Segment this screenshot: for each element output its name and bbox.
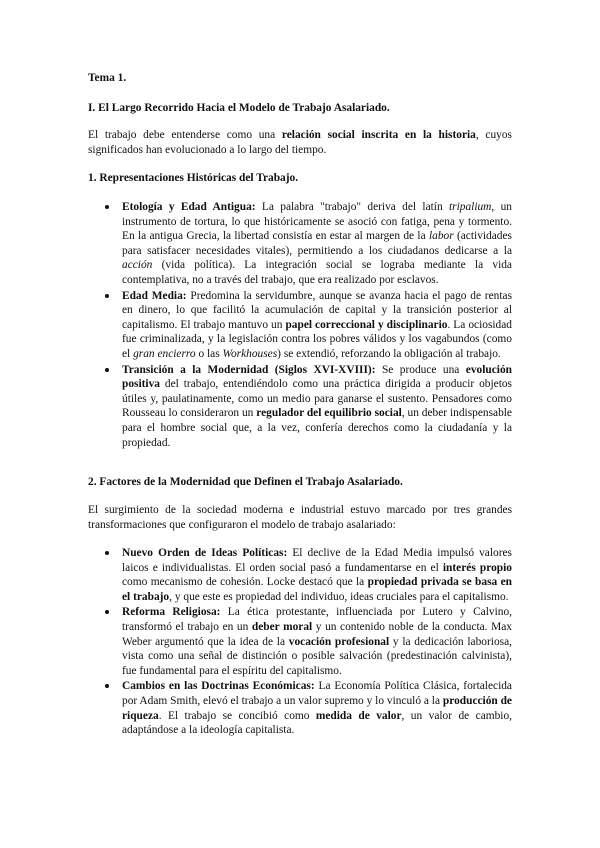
item-label: Nuevo Orden de Ideas Políticas: [122, 547, 288, 559]
item-bold: propiedad privada se basa en el trabajo [122, 576, 512, 603]
item-italic: tripalium [449, 201, 492, 213]
item-text: (actividades para satisfacer necesidades vitales), permitiendo a los ciudadanos dedicarse a la [122, 230, 512, 257]
item-text: , y que este es propiedad del individuo, ideas cruciales para el capitalismo. [169, 590, 509, 603]
item-text: como mecanismo de cohesión. Locke destacó que la [122, 576, 368, 589]
item-text: , un valor de cambio, adaptándose a la ideología capitalista. [122, 709, 513, 737]
item-text: La palabra "trabajo" deriva del latín [255, 201, 449, 213]
intro-emphasis: relación social inscrita en la historia [281, 129, 476, 141]
item-italic: acción [122, 259, 153, 272]
item-italic: gran encierro [133, 347, 196, 360]
item-text: Predomina la servidumbre, aunque se avanza hacia el pago de rentas en dinero, lo que facilitó la acumulación de capital y la transición posterior al capitalismo. El trabajo mantuvo un [122, 289, 513, 331]
bullet-icon [105, 610, 109, 614]
item-bold: medida de valor [315, 709, 402, 722]
item-label: Reforma Religiosa: [122, 606, 221, 619]
item-bold: producción de riqueza [122, 694, 512, 722]
list-item [88, 200, 512, 288]
item-label: Edad Media: [122, 289, 187, 302]
subsection-2-title: 2. Factores de la Modernidad que Definen el Trabajo Asalariado. [88, 476, 403, 488]
item-text: Se produce una [375, 363, 466, 376]
item-text: , un instrumento de tortura, lo que históricamente se asoció con fatiga, pena y tormento. En la antigua Grecia, la libertad consistía en estar al margen de la [122, 201, 512, 243]
tema-heading: Tema 1. [88, 72, 127, 84]
item-text: La ética protestante, influenciada por Lutero y Calvino, transformó el trabajo en un [122, 606, 512, 633]
item-text: . La ociosidad fue criminalizada, y la legislación contra los pobres válidos y los vagabundos (como el [122, 318, 512, 360]
section-intro [88, 128, 512, 157]
list-item [88, 679, 512, 737]
modernity-factors-list [88, 546, 512, 739]
bullet-icon [105, 368, 109, 372]
subsection-1-title: 1. Representaciones Históricas del Trabajo. [88, 172, 299, 184]
item-label: Cambios en las Doctrinas Económicas: [122, 680, 315, 693]
item-bold: deber moral [251, 620, 313, 633]
bullet-icon [105, 551, 109, 555]
subsection-2-intro: El surgimiento de la sociedad moderna e industrial estuvo marcado por tres grandes transformaciones que configuraron el modelo de trabajo asalariado: [88, 504, 512, 531]
list-item [88, 363, 512, 451]
item-bold: evolución positiva [122, 363, 512, 391]
list-item [88, 546, 512, 604]
item-text: , un deber indispensable para el hombre social que, a la vez, confería derechos como la ciudadanía y la propiedad. [122, 407, 512, 449]
item-text: ) se extendió, reforzando la obligación al trabajo. [277, 347, 501, 360]
item-italic: Workhouses [222, 347, 278, 360]
bullet-icon [105, 294, 109, 298]
item-bold: vocación profesional [288, 635, 390, 648]
item-bold: interés propio [442, 561, 512, 574]
item-text: La Economía Política Clásica, fortalecida por Adam Smith, elevó el trabajo a un valor supremo y lo vinculó a la [122, 680, 512, 707]
item-bold: papel correccional y disciplinario [285, 318, 448, 331]
bullet-icon [105, 684, 109, 688]
section-title: I. El Largo Recorrido Hacia el Modelo de Trabajo Asalariado. [88, 102, 390, 114]
item-label: Transición a la Modernidad (Siglos XVI-XVIII): [122, 363, 376, 376]
intro-text: El trabajo debe entenderse como una [88, 129, 282, 141]
item-bold: regulador del equilibrio social [256, 407, 402, 420]
intro-text-end: , cuyos significados han evolucionado a lo largo del tiempo. [88, 129, 512, 156]
bullet-icon [105, 205, 109, 209]
item-text: El declive de la Edad Media impulsó valores laicos e individualistas. El orden social pasó a fundamentarse en el [122, 547, 512, 574]
item-text: y un contenido noble de la conducta. Max Weber argumentó que la idea de la [122, 620, 512, 648]
list-item [88, 605, 512, 678]
item-label: Etología y Edad Antigua: [122, 201, 256, 213]
item-text: (vida política). La integración social se lograba mediante la vida contemplativa, no a través del trabajo, que era realizado por esclavos. [122, 259, 512, 286]
item-text: del trabajo, entendiéndolo como una práctica dirigida a producir objetos útiles y, paulatinamente, como un medio para ganarse el sustento. Pensadores como Rousseau lo consideraron un [122, 378, 512, 420]
item-text: o las [195, 347, 223, 360]
historical-list [88, 200, 512, 451]
item-text: . El trabajo se concibió como [158, 709, 316, 722]
list-item [88, 289, 512, 362]
item-text: y la dedicación laboriosa, vista como una señal de distinción o posible salvación (predestinación calvinista), fue fundamental para el espíritu del capitalismo. [122, 635, 512, 677]
item-italic: labor [428, 230, 454, 243]
